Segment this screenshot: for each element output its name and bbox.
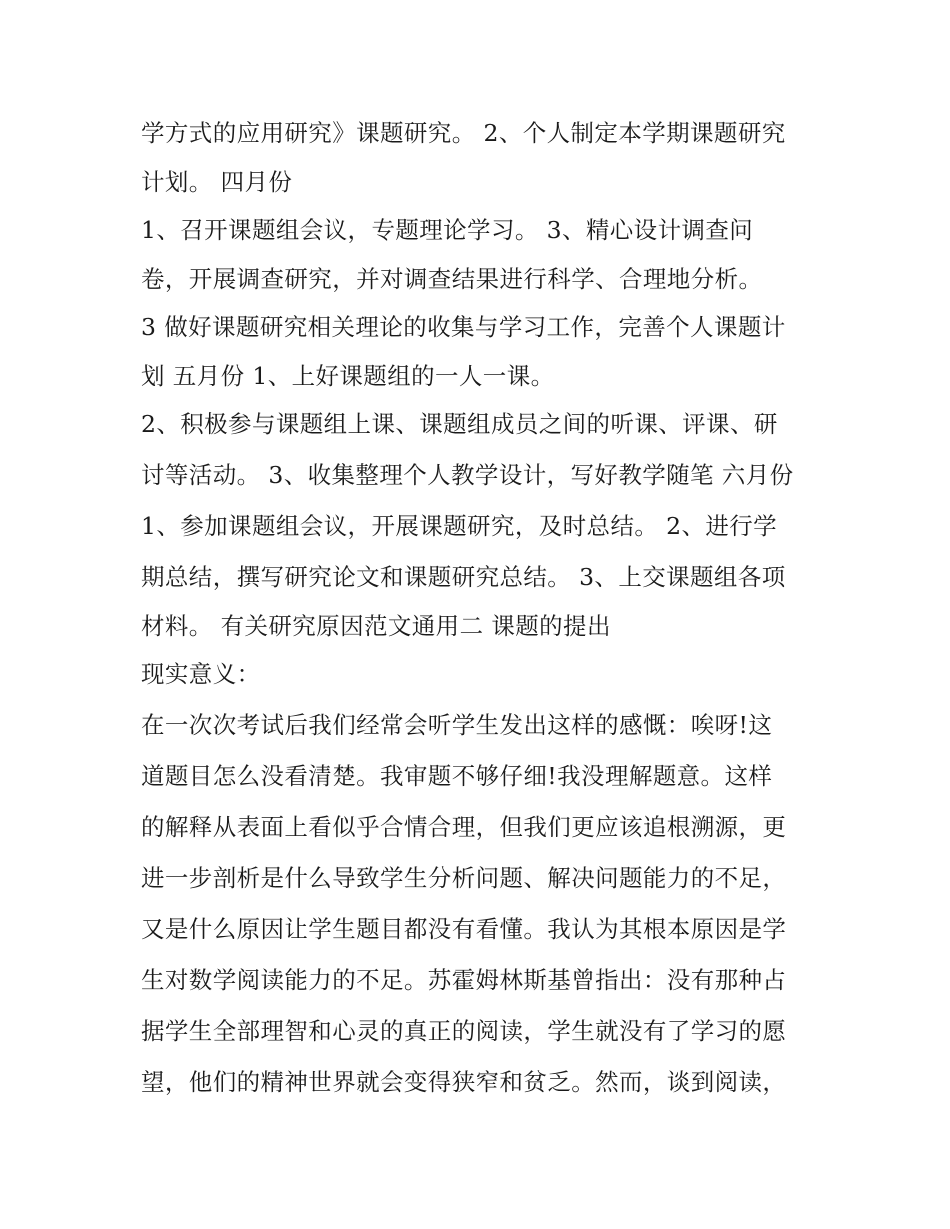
text-line: 2、积极参与课题组上课、课题组成员之间的听课、评课、研 — [141, 410, 778, 438]
text-line: 据学生全部理智和心灵的真正的阅读，学生就没有了学习的愿 — [141, 1017, 787, 1045]
text-line: 期总结，撰写研究论文和课题研究总结。 3、上交课题组各项 — [141, 563, 786, 591]
text-line: 进一步剖析是什么导致学生分析问题、解决问题能力的不足， — [141, 864, 787, 892]
text-line: 划 五月份 1、上好课题组的一人一课。 — [141, 362, 555, 390]
text-line: 学方式的应用研究》课题研究。 2、个人制定本学期课题研究 — [141, 119, 786, 147]
text-line: 卷，开展调查研究，并对调查结果进行科学、合理地分析。 — [141, 265, 763, 293]
text-line: 道题目怎么没看清楚。我审题不够仔细!我没理解题意。这样 — [141, 762, 773, 790]
text-line: 生对数学阅读能力的不足。苏霍姆林斯基曾指出：没有那种占 — [141, 966, 787, 994]
text-line: 计划。 四月份 — [141, 168, 293, 196]
text-line: 望，他们的精神世界就会变得狭窄和贫乏。然而，谈到阅读， — [141, 1068, 787, 1096]
text-line: 现实意义： — [141, 660, 261, 688]
text-line: 1、召开课题组会议，专题理论学习。 3、精心设计调查问 — [141, 216, 754, 244]
text-line: 又是什么原因让学生题目都没有看懂。我认为其根本原因是学 — [141, 915, 787, 943]
text-line: 材料。 有关研究原因范文通用二 课题的提出 — [141, 612, 611, 640]
text-line: 的解释从表面上看似乎合情合理，但我们更应该追根溯源，更 — [141, 813, 787, 841]
text-line: 1、参加课题组会议，开展课题研究，及时总结。 2、进行学 — [141, 512, 778, 540]
text-line: 3 做好课题研究相关理论的收集与学习工作，完善个人课题计 — [141, 313, 786, 341]
body-text — [141, 108, 821, 1108]
text-line: 讨等活动。 3、收集整理个人教学设计，写好教学随笔 六月份 — [141, 461, 794, 489]
text-line: 在一次次考试后我们经常会听学生发出这样的感慨：唉呀!这 — [141, 711, 773, 739]
